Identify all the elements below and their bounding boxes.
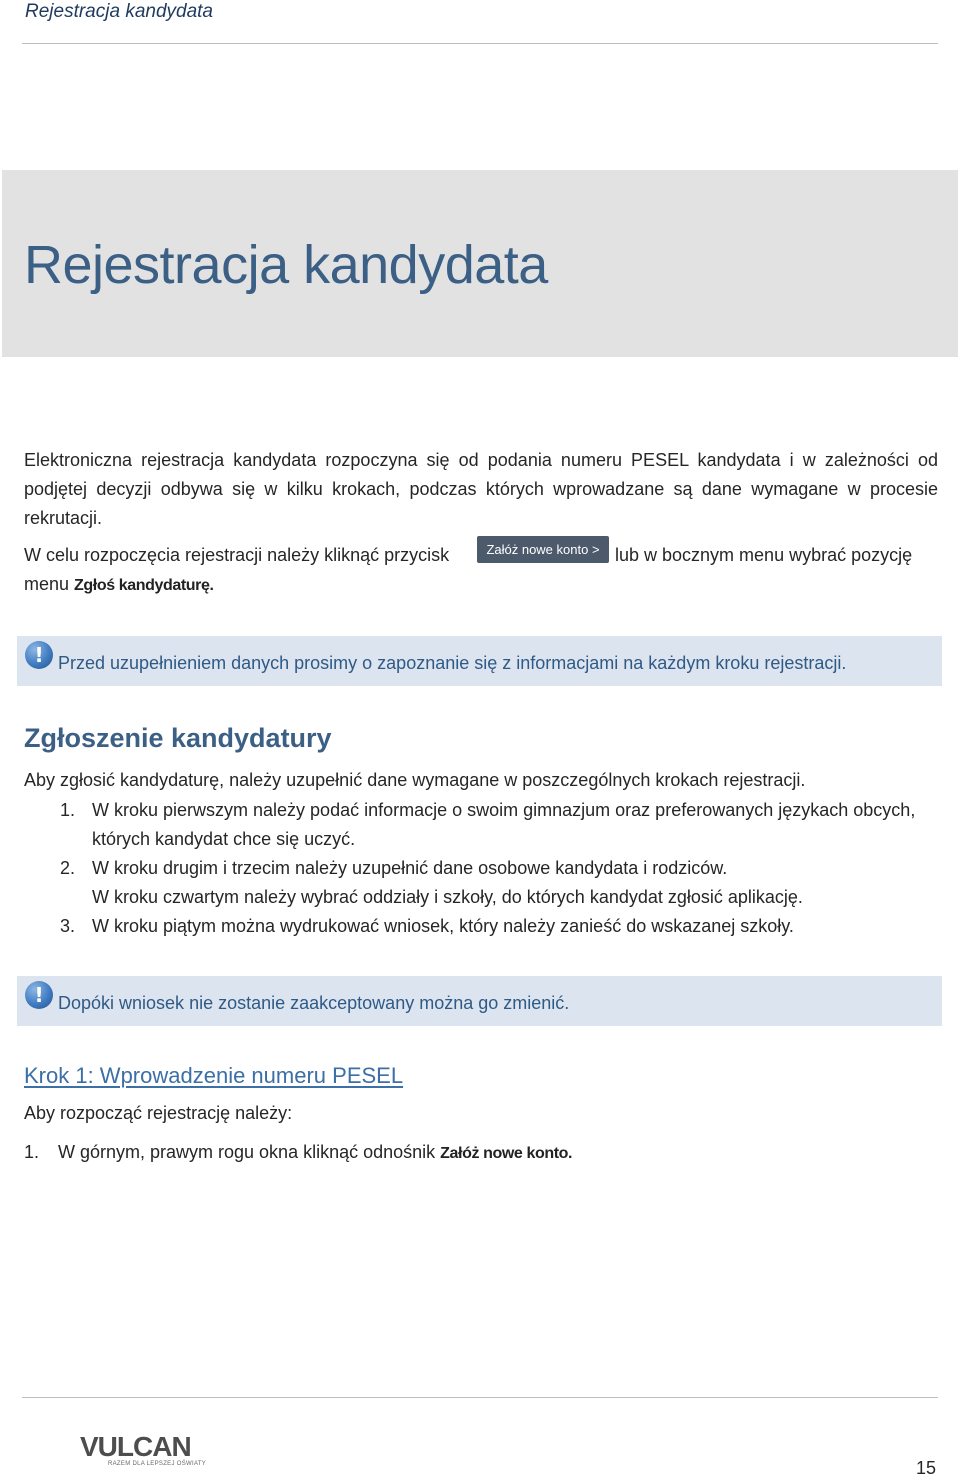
notice-text: Dopóki wniosek nie zostanie zaakceptowany można go zmienić. [58,993,570,1013]
list-number: 3. [60,916,76,936]
page-number: 15 [915,1458,936,1478]
create-account-button[interactable]: Załóż nowe konto > [477,536,609,563]
after-button-text: lub w bocznym menu wybrać pozycję [615,545,913,565]
logo-tagline: RAZEM DLA LEPSZEJ OŚWIATY [108,1461,207,1467]
step-1-link[interactable]: Krok 1: Wprowadzenie numeru PESEL [24,1063,404,1088]
notice-text: Przed uzupełnieniem danych prosimy o zapoznanie się z informacjami na każdym kroku rejestracji. [58,653,847,673]
vulcan-logo [80,1431,207,1472]
info-exclamation-icon: ! [25,981,53,1009]
list-number: 1. [24,1142,40,1162]
header-divider [22,43,938,44]
menu-instruction [24,570,214,600]
running-header: Rejestracja kandydata [25,1,213,22]
krok-step [24,1138,572,1168]
krok-step-text: W górnym, prawym rogu okna kliknąć odnośnik [58,1142,436,1162]
notice-box [17,636,942,686]
intro-paragraph: Elektroniczna rejestracja kandydata rozpoczyna się od podania numeru PESEL kandydata i w zależności od podjętej decyzji odbywa się w kilku krokach, podczas których wprowadzane są dane wymagane w procesie rekrutacji. [24,450,938,528]
menu-prefix: menu [24,574,70,594]
list-text: W kroku piątym można wydrukować wniosek, który należy zanieść do wskazanej szkoły. [92,916,794,936]
info-exclamation-icon: ! [25,641,53,669]
menu-item-ref: Zgłoś kandydaturę. [74,577,214,594]
list-number: 2. [60,858,76,878]
list-text: W kroku czwartym należy wybrać oddziały i szkoły, do których kandydat zgłosić aplikację. [92,887,803,907]
page-title: Rejestracja kandydata [24,235,548,295]
list-text: W kroku drugim i trzecim należy uzupełnić dane osobowe kandydata i rodziców. [92,858,728,878]
notice-box [17,976,942,1026]
section-intro: Aby zgłosić kandydaturę, należy uzupełnić dane wymagane w poszczególnych krokach rejestracji. [24,770,806,790]
krok-intro: Aby rozpocząć rejestrację należy: [24,1103,293,1123]
section-heading: Zgłoszenie kandydatury [24,723,332,753]
create-account-ref: Załóż nowe konto. [440,1145,573,1162]
logo-wordmark: VULCAN [80,1431,191,1462]
list-number: 1. [60,800,76,820]
start-text: W celu rozpoczęcia rejestracji należy kliknąć przycisk [24,545,450,565]
footer-divider [22,1397,938,1398]
list-text: W kroku pierwszym należy podać informacje o swoim gimnazjum oraz preferowanych językach obcych, których kandydat chce się uczyć. [92,800,916,849]
